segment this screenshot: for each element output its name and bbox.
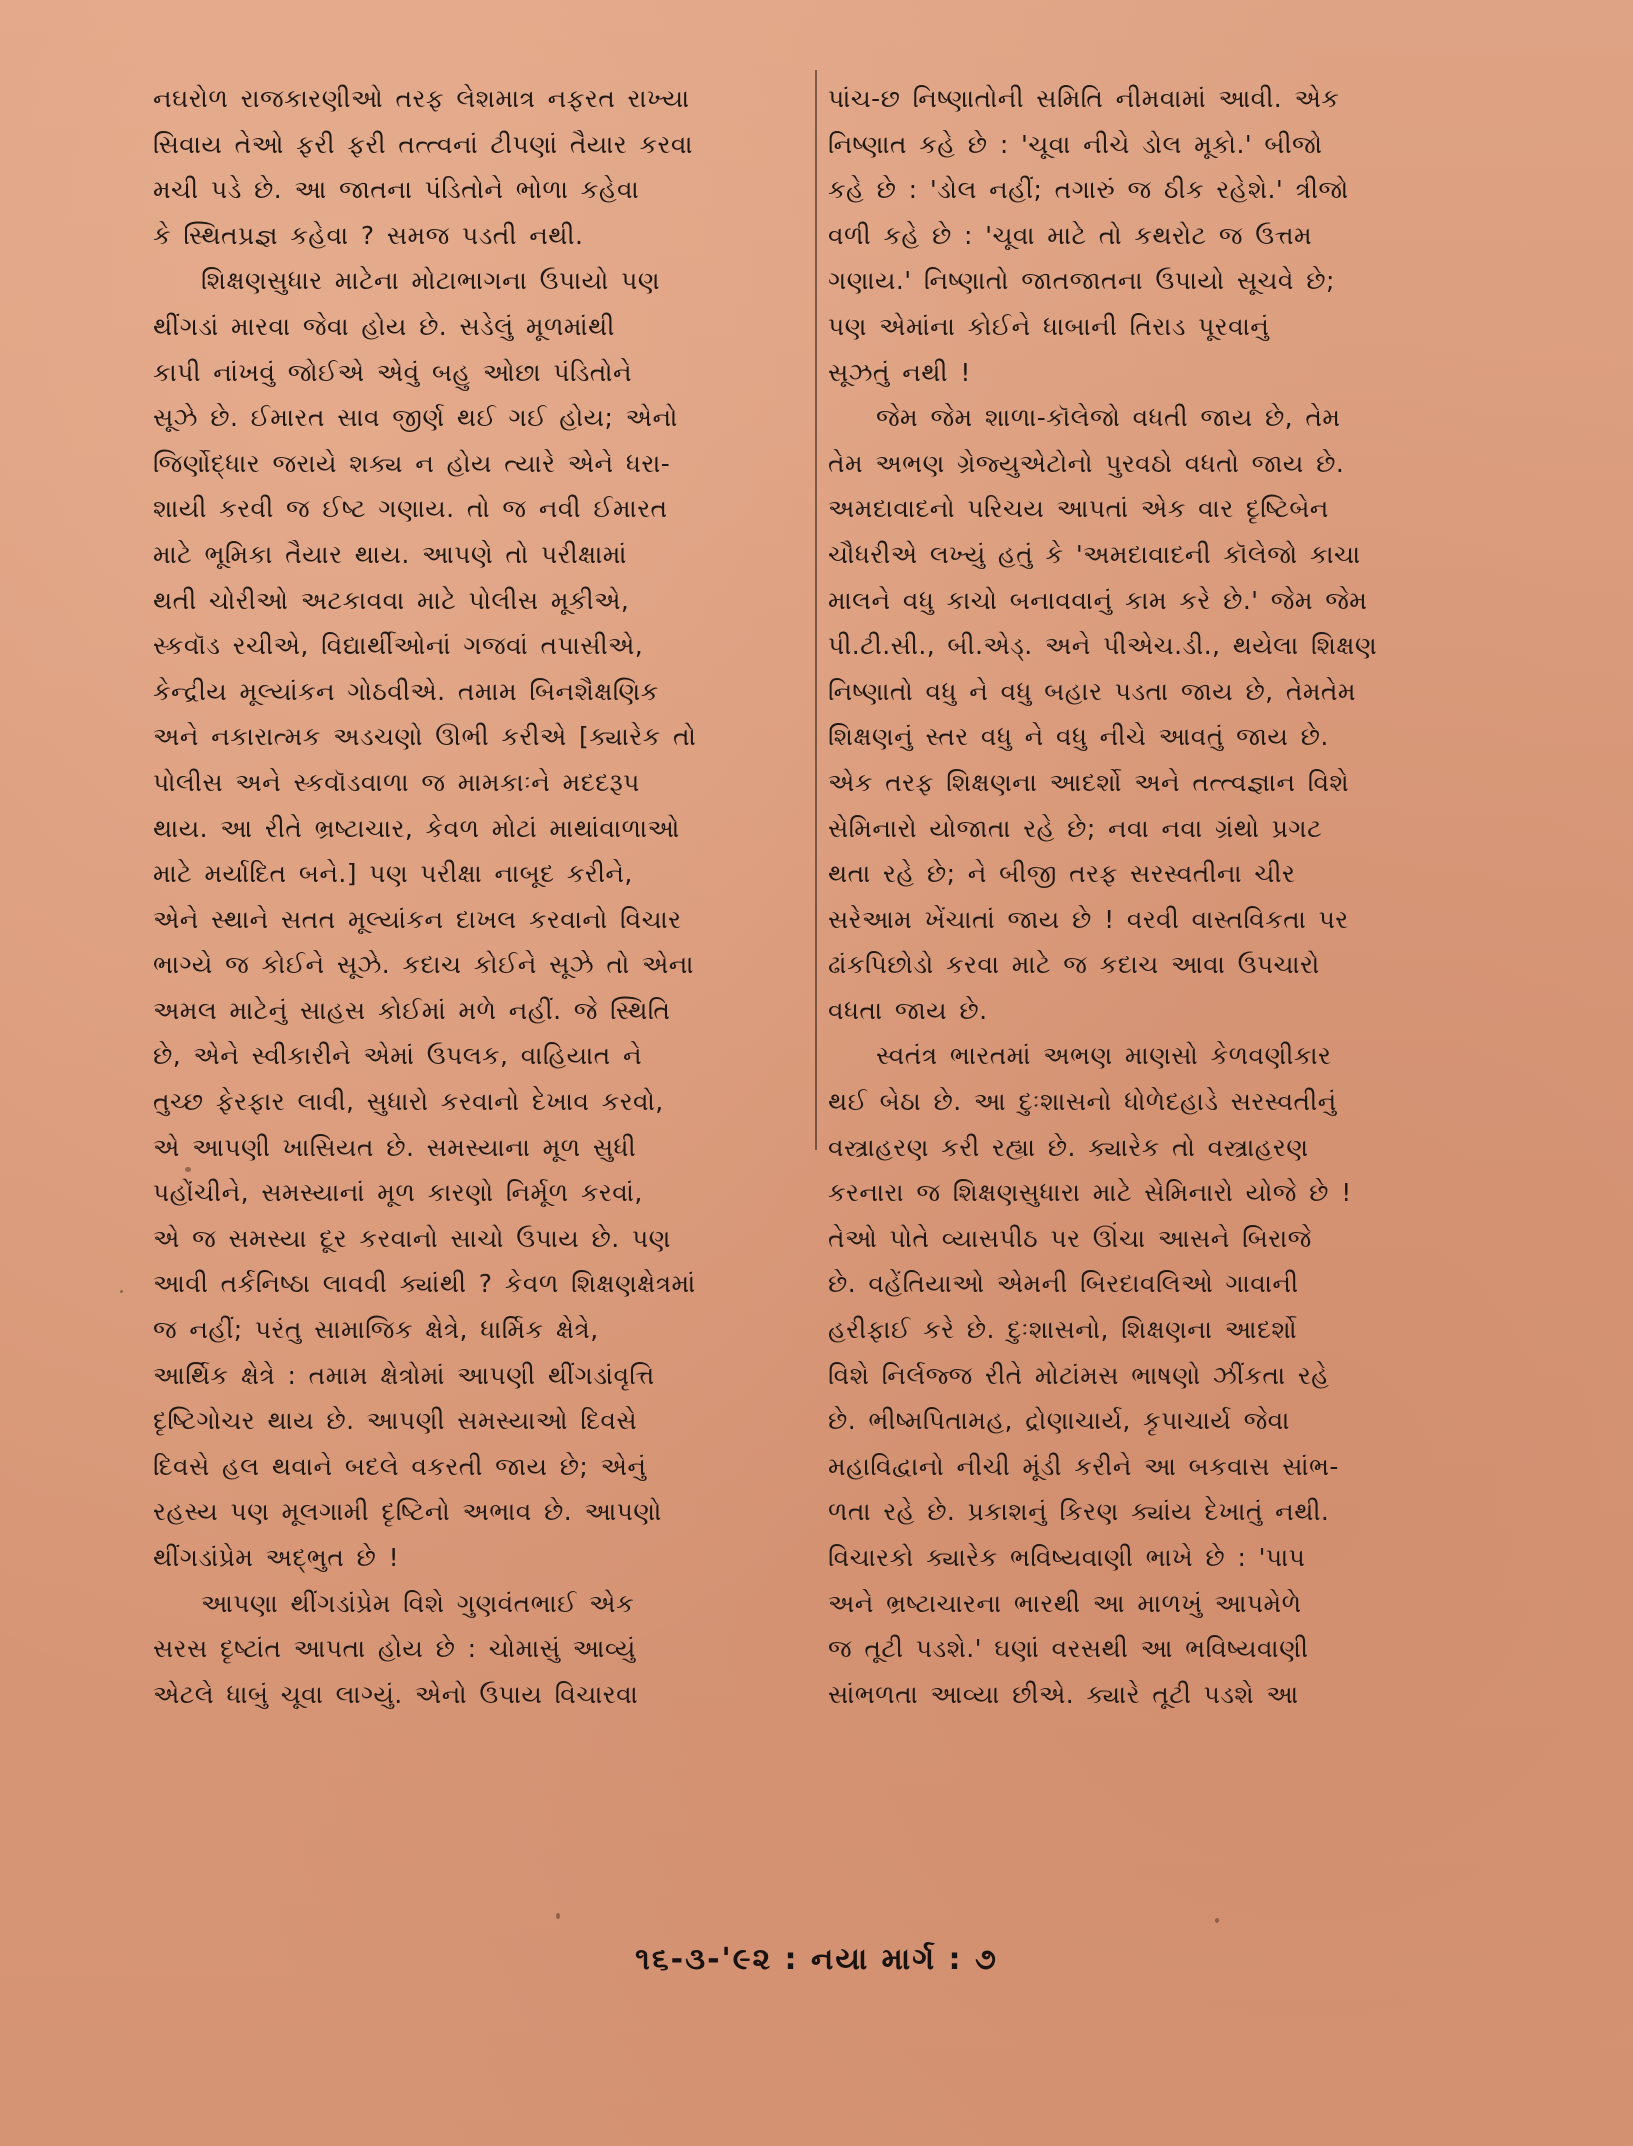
text-line: સેમિનારો યોજાતા રહે છે; નવા નવા ગ્રંથો પ્રગટ [828,813,1323,843]
text-line: કરનારા જ શિક્ષણસુધારા માટે સેમિનારો યોજે છે ! [828,1178,1352,1208]
paper-speck [120,1290,123,1293]
text-line: પોલીસ અને સ્કવૉડવાળા જ મામકાઃને મદદરૂપ [153,767,640,797]
text-line: થતી ચોરીઓ અટકાવવા માટે પોલીસ મૂકીએ, [153,585,630,615]
text-line: હરીફાઈ કરે છે. દુઃશાસનો, શિક્ષણના આદર્શો [828,1315,1298,1345]
text-line: એ જ સમસ્યા દૂર કરવાનો સાચો ઉપાય છે. પણ [153,1223,671,1253]
text-line: વસ્ત્રાહરણ કરી રહ્યા છે. ક્યારેક તો વસ્ત્રાહરણ [828,1132,1309,1162]
page-footer: ૧૬-૩-'૯૨ : નયા માર્ગ : ૭ [635,1942,998,1977]
text-line: જેમ જેમ શાળા-કૉલેજો વધતી જાય છે, તેમ [876,403,1341,433]
text-line: નિષ્ણાત કહે છે : 'ચૂવા નીચે ડોલ મૂકો.' બીજો [828,129,1323,159]
text-line: જ તૂટી પડશે.' ઘણાં વરસથી આ ભવિષ્યવાણી [828,1634,1309,1664]
text-line: પી.ટી.સી., બી.એડ્. અને પીએચ.ડી., થયેલા શિક્ષણ [828,631,1378,661]
text-line: અમદાવાદનો પરિચય આપતાં એક વાર દૃષ્ટિબેન [828,494,1329,524]
text-line: વિશે નિર્લજ્જ રીતે મોટાંમસ ભાષણો ઝીંકતા રહે [828,1360,1330,1390]
text-line: પાંચ-છ નિષ્ણાતોની સમિતિ નીમવામાં આવી. એક [828,84,1340,113]
text-line: સિવાય તેઓ ફરી ફરી તત્ત્વનાં ટીપણાં તૈયાર કરવા [153,129,693,159]
text-line: કેન્દ્રીય મૂલ્યાંકન ગોઠવીએ. તમામ બિનશૈક્ષણિક [153,676,659,706]
text-line: શિક્ષણનું સ્તર વધુ ને વધુ નીચે આવતું જાય છે. [828,722,1329,752]
right-column [828,76,1484,1717]
text-line: થાય. આ રીતે ભ્રષ્ટાચાર, કેવળ મોટાં માથાંવાળાઓ [153,813,680,843]
text-line: કે સ્થિતપ્રજ્ઞ કહેવા ? સમજ પડતી નથી. [153,220,584,250]
text-line: શિક્ષણસુધાર માટેના મોટાભાગના ઉપાયો પણ [201,266,660,296]
text-line: તેમ અભણ ગ્રેજ્યુએટોનો પુરવઠો વધતો જાય છે. [828,448,1345,478]
text-line: છે. વહેંતિયાઓ એમની બિરદાવલિઓ ગાવાની [828,1269,1299,1299]
text-line: સૂઝતું નથી ! [828,357,971,387]
text-line: જિર્ણોદ્ધાર જરાયે શક્ય ન હોય ત્યારે એને ધરા- [153,448,671,478]
text-line: પહોંચીને, સમસ્યાનાં મૂળ કારણો નિર્મૂળ કરવાં, [153,1178,643,1208]
text-line: માટે મર્યાદિત બને.] પણ પરીક્ષા નાબૂદ કરીને, [153,859,633,889]
text-line: થીંગડાંપ્રેમ અદ્ભુત છે ! [153,1543,400,1572]
text-line: કહે છે : 'ડોલ નહીં; તગારું જ ઠીક રહેશે.' ત્રીજો [828,175,1349,205]
text-line: આવી તર્કનિષ્ઠા લાવવી ક્યાંથી ? કેવળ શિક્ષણક્ષેત્રમાં [153,1269,696,1299]
text-line: થઈ બેઠા છે. આ દુઃશાસનો ધોળેદહાડે સરસ્વતીનું [828,1087,1337,1117]
paper-speck [185,1167,191,1172]
text-line: વધતા જાય છે. [828,995,988,1025]
text-line: અમલ માટેનું સાહસ કોઈમાં મળે નહીં. જે સ્થિતિ [153,995,671,1025]
text-line: એને સ્થાને સતત મૂલ્યાંકન દાખલ કરવાનો વિચાર [153,904,682,934]
text-line: મહાવિદ્વાનો નીચી મૂંડી કરીને આ બકવાસ સાંભ- [828,1451,1339,1481]
text-line: સરેઆમ ખેંચાતાં જાય છે ! વરવી વાસ્તવિકતા પર [828,904,1349,934]
text-line: શાયી કરવી જ ઈષ્ટ ગણાય. તો જ નવી ઈમારત [153,494,668,524]
text-line: વિચારકો ક્યારેક ભવિષ્યવાણી ભાખે છે : 'પાપ [828,1543,1306,1572]
text-line: નિષ્ણાતો વધુ ને વધુ બહાર પડતા જાય છે, તેમતેમ [828,676,1356,706]
text-line: સૂઝે છે. ઈમારત સાવ જીર્ણ થઈ ગઈ હોય; એનો [153,403,678,433]
text-line: છે. ભીષ્મપિતામહ, દ્રોણાચાર્ય, કૃપાચાર્ય જેવા [828,1406,1290,1436]
text-line: ચૌધરીએ લખ્યું હતું કે 'અમદાવાદની કૉલેજો કાચા [828,539,1361,569]
text-line: સાંભળતા આવ્યા છીએ. ક્યારે તૂટી પડશે આ [828,1679,1299,1709]
text-line: ઢાંકપિછોડો કરવા માટે જ કદાચ આવા ઉપચારો [828,950,1320,980]
text-line: નઘરોળ રાજકારણીઓ તરફ લેશમાત્ર નફરત રાખ્યા [153,84,690,113]
text-line: આપણા થીંગડાંપ્રેમ વિશે ગુણવંતભાઈ એક [201,1588,634,1618]
text-line: એટલે ધાબું ચૂવા લાગ્યું. એનો ઉપાય વિચારવા [153,1679,639,1709]
left-column [153,76,805,1717]
text-line: એક તરફ શિક્ષણના આદર્શો અને તત્ત્વજ્ઞાન વિશે [828,767,1350,797]
column-divider [815,70,817,1150]
text-line: આર્થિક ક્ષેત્રે : તમામ ક્ષેત્રોમાં આપણી થીંગડાંવૃત્તિ [153,1360,655,1390]
text-line: મચી પડે છે. આ જાતના પંડિતોને ભોળા કહેવા [153,175,640,205]
text-line: તુચ્છ ફેરફાર લાવી, સુધારો કરવાનો દેખાવ કરવો, [153,1087,664,1117]
paper-speck [590,1008,595,1012]
text-line: ગણાય.' નિષ્ણાતો જાતજાતના ઉપાયો સૂચવે છે; [828,266,1335,296]
text-line: દિવસે હલ થવાને બદલે વકરતી જાય છે; એનું [153,1451,647,1481]
text-line: અને નકારાત્મક અડચણો ઊભી કરીએ [ક્યારેક તો [153,722,697,752]
text-line: ભાગ્યે જ કોઈને સૂઝે. કદાચ કોઈને સૂઝે તો એના [153,950,694,980]
text-line: વળી કહે છે : 'ચૂવા માટે તો કથરોટ જ ઉત્તમ [828,220,1313,250]
text-line: એ આપણી ખાસિયત છે. સમસ્યાના મૂળ સુધી [153,1132,637,1162]
text-line: અને ભ્રષ્ટાચારના ભારથી આ માળખું આપમેળે [828,1588,1302,1618]
text-line: માલને વધુ કાચો બનાવવાનું કામ કરે છે.' જેમ જેમ [828,585,1368,615]
text-line: જ નહીં; પરંતુ સામાજિક ક્ષેત્રે, ધાર્મિક ક્ષેત્રે, [153,1315,599,1345]
text-line: તેઓ પોતે વ્યાસપીઠ પર ઊંચા આસને બિરાજે [828,1223,1312,1253]
paper-speck [1215,1918,1219,1923]
text-line: રહસ્ય પણ મૂલગામી દૃષ્ટિનો અભાવ છે. આપણો [153,1497,662,1527]
text-line: સ્વતંત્ર ભારતમાં અભણ માણસો કેળવણીકાર [876,1041,1332,1071]
text-line: સ્કવૉડ રચીએ, વિદ્યાર્થીઓનાં ગજવાં તપાસીએ, [153,631,644,661]
text-line: કાપી નાંખવું જોઈએ એવું બહુ ઓછા પંડિતોને [153,357,632,387]
text-line: સરસ દૃષ્ટાંત આપતા હોય છે : ચોમાસું આવ્યું [153,1634,636,1664]
text-line: છે, એને સ્વીકારીને એમાં ઉપલક, વાહિયાત ને [153,1041,643,1071]
text-line: દૃષ્ટિગોચર થાય છે. આપણી સમસ્યાઓ દિવસે [153,1406,637,1436]
text-line: માટે ભૂમિકા તૈયાર થાય. આપણે તો પરીક્ષામાં [153,539,627,569]
text-line: ળતા રહે છે. પ્રકાશનું કિરણ ક્યાંય દેખાતું નથી. [828,1497,1330,1527]
text-line: પણ એમાંના કોઈને ધાબાની તિરાડ પૂરવાનું [828,311,1270,341]
text-line: થીંગડાં મારવા જેવા હોય છે. સડેલું મૂળમાંથી [153,311,615,341]
paper-speck [556,1913,560,1919]
text-line: થતા રહે છે; ને બીજી તરફ સરસ્વતીના ચીર [828,859,1296,889]
